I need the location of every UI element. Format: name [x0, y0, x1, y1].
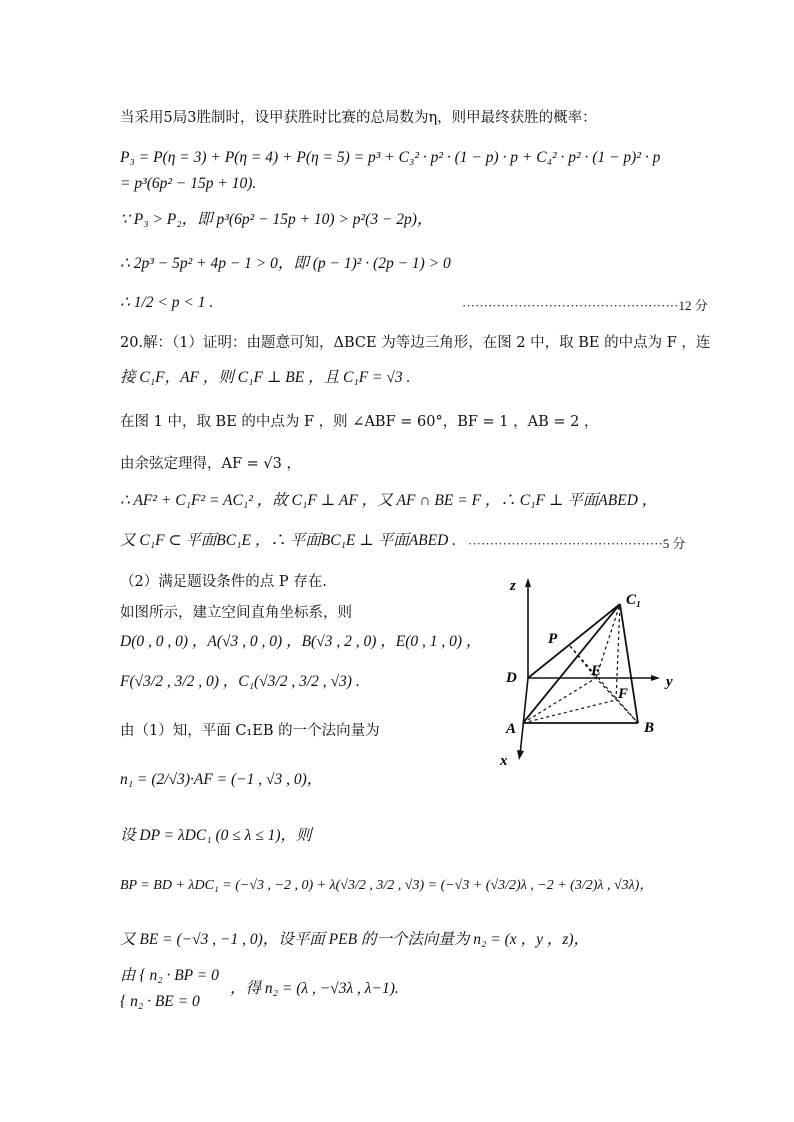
- label-E: E: [591, 663, 602, 679]
- equation-line: 设 DP = λDC₁ (0 ≤ λ ≤ 1)，则: [120, 827, 312, 844]
- y-arrow: [651, 675, 660, 681]
- equation-line: ∴ 1/2 < p < 1 .: [120, 294, 214, 311]
- edge-DC1: [528, 604, 620, 678]
- equation-line: { n₂ · BE = 0: [120, 993, 200, 1010]
- equation-line: n₁ = (2/√3)·AF = (−1 , √3 , 0)，: [120, 771, 323, 788]
- score-marker: ··················································12 分: [462, 298, 708, 313]
- x-arrow: [517, 750, 524, 760]
- label-P: P: [548, 631, 558, 647]
- text-line: 当采用5局3胜制时，设甲获胜时比赛的总局数为η，则甲最终获胜的概率：: [120, 110, 597, 126]
- label-F: F: [618, 686, 629, 702]
- equation-line: 又 BE = (−√3 , −1 , 0)，设平面 PEB 的一个法向量为 n₂ = (x ，y ，z)，: [120, 931, 590, 948]
- text-line: 20.解：（1）证明：由题意可知，ΔBCE 为等边三角形，在图 2 中，取 BE 的中点为 F ，连: [120, 335, 711, 351]
- label-D: D: [506, 670, 517, 686]
- equation-line: 又 C₁F ⊂ 平面BC₁E ，∴ 平面BC₁E ⊥ 平面ABED .: [120, 532, 457, 549]
- label-y: y: [666, 674, 673, 690]
- score-marker: ·············································5 分: [468, 536, 686, 551]
- text-line: 在图 1 中，取 BE 的中点为 F ，则 ∠ABF = 60°，BF = 1 ，AB = 2 ，: [120, 414, 599, 430]
- edge-AE: [523, 678, 596, 723]
- equation-line: ∵ P₃ > P₂，即 p³(6p² − 15p + 10) > p²(3 − 2p)，: [120, 211, 433, 228]
- label-z: z: [510, 578, 516, 594]
- coordinate-figure: [490, 570, 690, 770]
- z-arrow: [525, 578, 531, 587]
- equation-line: D(0 , 0 , 0) ，A(√3 , 0 , 0) ，B(√3 , 2 , 0) ，E(0 , 1 , 0) ，: [120, 633, 482, 650]
- label-B: B: [644, 720, 655, 736]
- edge-AF: [523, 700, 616, 723]
- equation-line: P₃ = P(η = 3) + P(η = 4) + P(η = 5) = p³ + C₃² · p² · (1 − p) · p + C₄² · p² · (1 − p)² · p: [120, 149, 661, 166]
- equation-line: 接 C₁F，AF ，则 C₁F ⊥ BE ，且 C₁F = √3 .: [120, 369, 411, 386]
- equation-line: ∴ AF² + C₁F² = AC₁² ，故 C₁F ⊥ AF ，又 AF ∩ BE = F ，∴ C₁F ⊥ 平面ABED ，: [120, 492, 658, 509]
- equation-line: ∴ 2p³ − 5p² + 4p − 1 > 0，即 (p − 1)² · (2p − 1) > 0: [120, 255, 451, 272]
- text-line: 由余弦定理得，AF = √3 ，: [120, 456, 301, 472]
- equation-line: = p³(6p² − 15p + 10).: [120, 175, 257, 192]
- equation-line: 由 { n₂ · BP = 0: [120, 967, 219, 984]
- label-x: x: [500, 753, 508, 769]
- text-line: 如图所示，建立空间直角坐标系，则: [120, 605, 352, 621]
- equation-line: F(√3/2 , 3/2 , 0) ，C₁(√3/2 , 3/2 , √3) .: [120, 673, 360, 690]
- label-A: A: [506, 721, 517, 737]
- x-axis: [520, 678, 528, 755]
- label-C1: C₁: [626, 592, 642, 608]
- text-line: （2）满足题设条件的点 P 存在.: [120, 574, 327, 590]
- equation-line: ，得 n₂ = (λ , −√3λ , λ−1).: [230, 980, 399, 997]
- equation-line: BP = BD + λDC₁ = (−√3 , −2 , 0) + λ(√3/2 , 3/2 , √3) = (−√3 + (√3/2)λ , −2 + (3/2)λ , √3λ)，: [120, 878, 654, 893]
- pyramid-diagram: [490, 570, 690, 770]
- edge-AC1: [523, 604, 620, 723]
- text-line: 由（1）知，平面 C₁EB 的一个法向量为: [120, 723, 380, 739]
